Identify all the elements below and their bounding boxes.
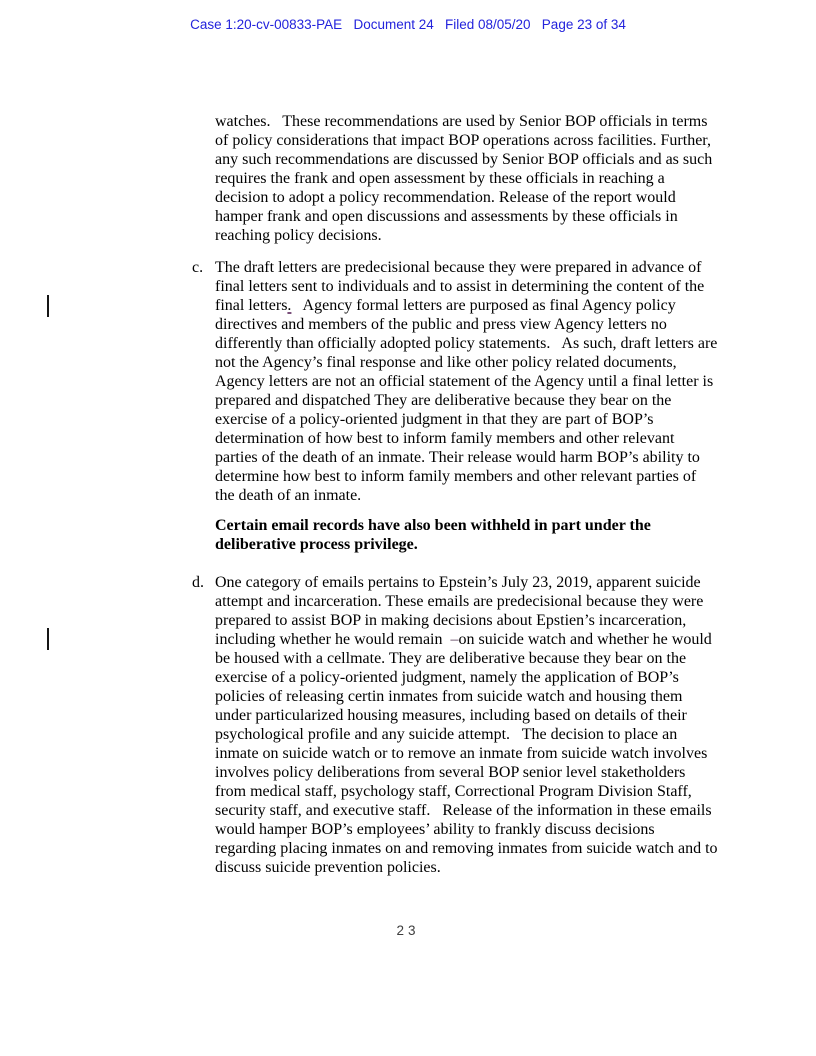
margin-revision-bar-icon <box>47 628 49 650</box>
tracked-change-underlined-period: . <box>287 297 292 314</box>
item-c-text-end: Agency formal letters are purposed as final Agency policy directives and members of the public and press view Agency letters no differently than officially adopted policy statements. As such, draft letters are not the Agency’s final response and like other policy related documents, Agency letters are not an official statement of the Agency until a final letter is prepared and dispatched They are deliberative because they bear on the exercise of a policy-oriented judgment in that they are part of BOP’s determination of how best to inform family members and other relevant parties of the death of an inmate. Their release would harm BOP’s ability to determine how best to inform family members and other relevant parties of the death of an inmate. <box>215 297 722 504</box>
list-marker-c: c. <box>192 259 204 276</box>
list-item-c <box>192 258 722 505</box>
item-c-text-start: The draft letters are predecisional because they were prepared in advance of final letters sent to individuals and to assist in determining the content of the final letters <box>215 259 709 314</box>
tracked-change-dash: – <box>450 631 459 648</box>
page-number: 23 <box>396 923 420 938</box>
case-header-stamp: Case 1:20-cv-00833-PAE Document 24 Filed 08/05/20 Page 23 of 34 <box>190 17 626 32</box>
item-d-text-end: on suicide watch and whether he would be housed with a cellmate. They are deliberative because they bear on the exercise of a policy-oriented judgment, namely the application of BOP’s policies of releasing certin inmates from suicide watch and housing them under particularized housing measures, including based on details of their psychological profile and any suicide attempt. The decision to place an inmate on suicide watch or to remove an inmate from suicide watch involves involves policy deliberations from several BOP senior level staketholders from medical staff, psychology staff, Correctional Program Division Staff, security staff, and executive staff. Release of the information in these emails would hamper BOP’s employees’ ability to frankly discuss decisions regarding placing inmates on and removing inmates from suicide watch and to discuss suicide prevention policies. <box>215 631 722 876</box>
list-marker-d: d. <box>192 574 204 591</box>
margin-revision-bar-icon <box>47 295 49 317</box>
paragraph-continuation: watches. These recommendations are used by Senior BOP officials in terms of policy considerations that impact BOP operations across facilities. Further, any such recommendations are discussed by Senior BOP officials and as such requires the frank and open assessment by these officials in reaching a decision to adopt a policy recommendation. Release of the report would hamper frank and open discussions and assessments by these officials in reaching policy decisions. <box>215 113 717 244</box>
list-item-c-text <box>215 258 722 505</box>
list-item-d <box>192 573 722 877</box>
document-body <box>192 112 722 877</box>
section-subheading: Certain email records have also been withheld in part under the deliberative process privilege. <box>215 517 655 553</box>
list-item-d-text <box>215 573 722 877</box>
item-d-text-start: One category of emails pertains to Epstein’s July 23, 2019, apparent suicide attempt and incarceration. These emails are predecisional because they were prepared to assist BOP in making decisions about Epstien’s incarceration, including whether he would remain <box>215 574 708 648</box>
